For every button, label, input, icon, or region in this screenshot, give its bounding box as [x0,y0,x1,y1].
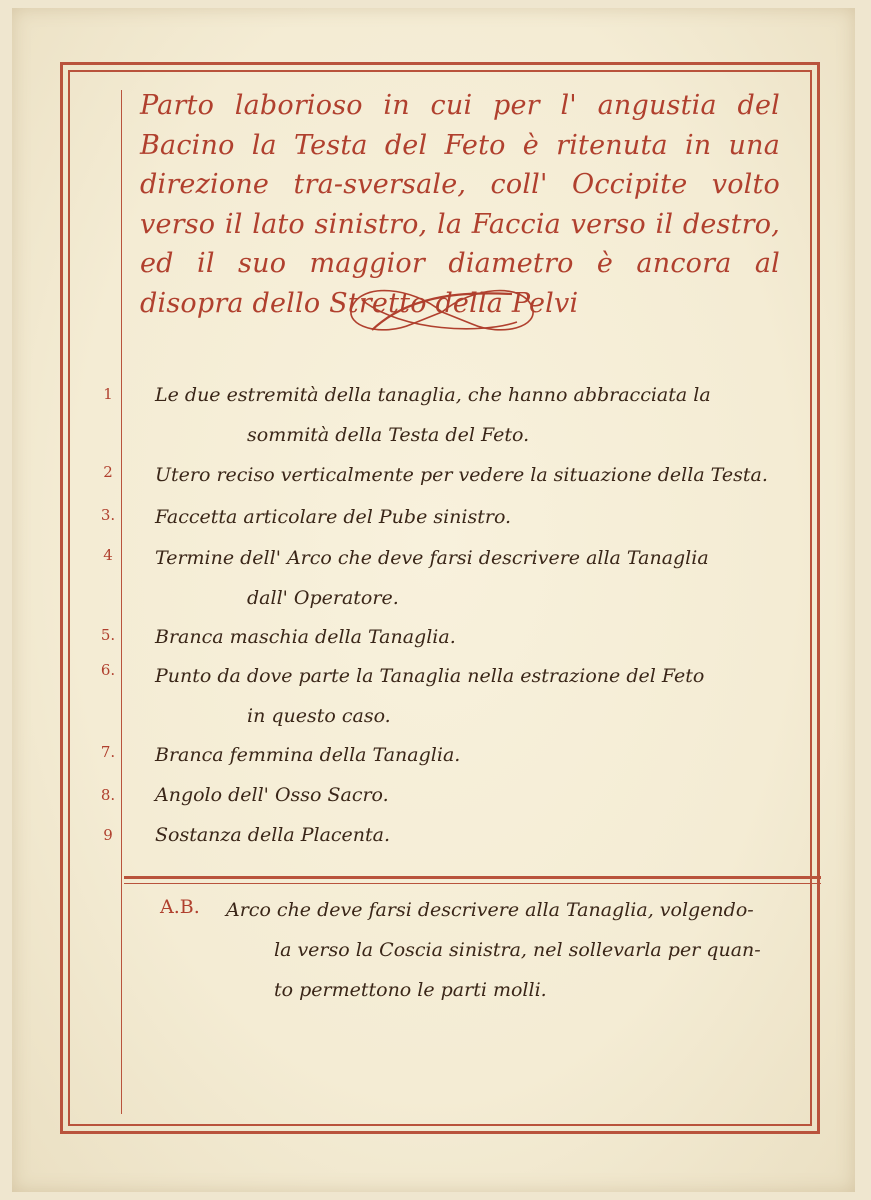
legend-item-9 [155,815,775,855]
legend-item-3 [155,497,775,537]
margin-column-rule [121,90,122,1114]
legend-item-1 [155,375,775,455]
note-text [226,890,771,1010]
legend-item-1-line1: Le due estremità della tanaglia, che hanno abbracciata la [155,384,711,406]
legend-item-5 [155,617,775,657]
note-separator-thick [124,876,821,879]
note-line1: Arco che deve farsi descrivere alla Tanaglia, volgendo- [226,899,754,921]
note-separator-thin [124,883,821,884]
legend-item-7 [155,735,775,775]
item-number-8: 8. [100,786,116,804]
note-label: A.B. [160,896,200,918]
item-number-2: 2 [103,463,113,481]
legend-item-8-line1: Angolo dell' Osso Sacro. [155,784,389,806]
legend-item-6-line2: in questo caso. [247,705,391,727]
page-title: Parto laborioso in cui per l' angustia del Bacino la Testa del Feto è ritenuta in una direzione tra-sversale, coll' Occipite volto verso il lato sinistro, la Faccia verso il destro, ed il suo maggior diametro è ancora al disopra dello Stretto della Pelvi [140,90,780,319]
frame-inner-right [810,70,812,1126]
frame-outer-right [817,62,820,1134]
frame-outer-bottom [60,1131,820,1134]
legend-item-9-line1: Sostanza della Placenta. [155,824,391,846]
item-number-6: 6. [100,661,116,679]
legend-item-4-line2: dall' Operatore. [247,587,399,609]
frame-inner-bottom [68,1124,812,1126]
item-number-4: 4 [103,546,113,564]
frame-outer-left [60,62,63,1134]
item-number-3: 3. [100,506,116,524]
legend-item-4 [155,538,775,618]
legend-item-6 [155,656,775,736]
item-number-9: 9 [103,826,113,844]
note-line2: la verso la Coscia sinistra, nel sollevarla per quan- [274,939,761,961]
calligraphic-flourish-ornament [332,282,552,342]
frame-inner-left [68,70,70,1126]
legend-item-8 [155,775,775,815]
legend-item-6-line1: Punto da dove parte la Tanaglia nella estrazione del Feto [155,665,705,687]
legend-item-4-line1: Termine dell' Arco che deve farsi descrivere alla Tanaglia [155,547,709,569]
legend-item-1-line2: sommità della Testa del Feto. [247,424,530,446]
frame-inner-top [68,70,812,72]
frame-outer-top [60,62,820,65]
item-number-1: 1 [103,385,113,403]
legend-item-5-line1: Branca maschia della Tanaglia. [155,626,456,648]
legend-item-7-line1: Branca femmina della Tanaglia. [155,744,461,766]
item-number-7: 7. [100,743,116,761]
item-number-5: 5. [100,626,116,644]
legend-item-2 [155,455,775,495]
legend-item-3-line1: Faccetta articolare del Pube sinistro. [155,506,512,528]
legend-item-2-line1: Utero reciso verticalmente per vedere la situazione della Testa. [155,464,768,486]
note-line3: to permettono le parti molli. [274,979,547,1001]
